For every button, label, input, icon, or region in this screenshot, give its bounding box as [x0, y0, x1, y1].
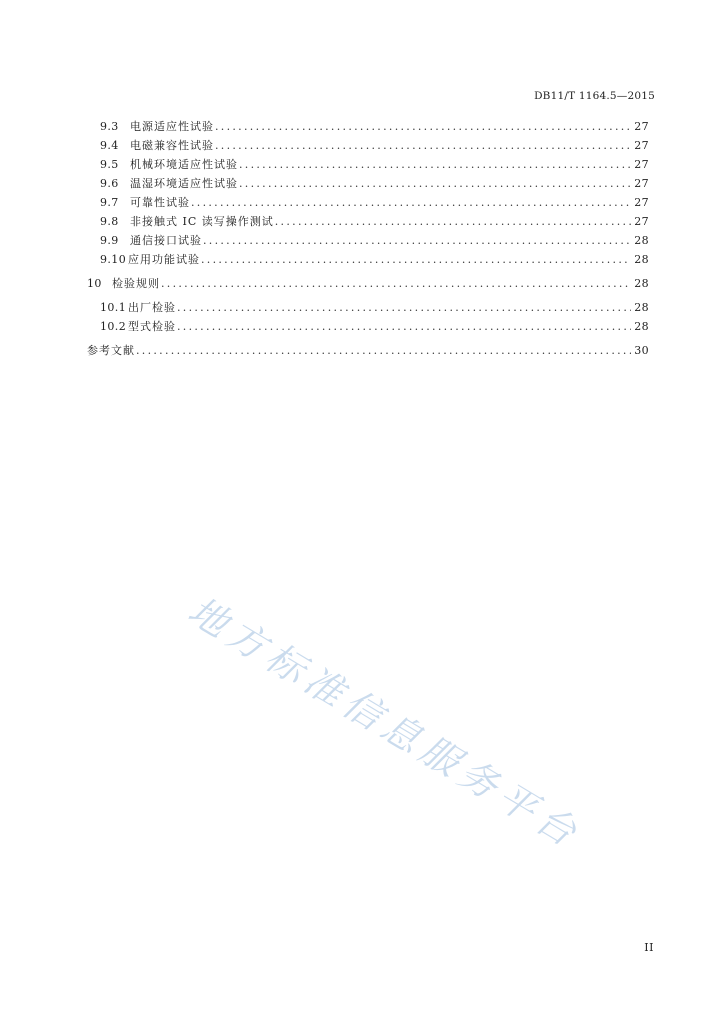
toc-entry: [87, 155, 649, 174]
toc-entry-number: 9.8: [100, 215, 119, 228]
toc-entry-number: 9.7: [100, 196, 119, 209]
toc-entry-title: 参考文献: [87, 344, 135, 357]
toc-entry-page: 28: [634, 320, 649, 333]
toc-entry-page: 27: [634, 139, 649, 152]
toc-entry-page: 27: [634, 196, 649, 209]
toc-entry-number: 9.4: [100, 139, 119, 152]
toc-entry: [87, 298, 649, 317]
toc-entry-number: 10.2: [100, 320, 127, 333]
dot-leader: [161, 274, 631, 293]
dot-leader: [191, 193, 631, 212]
toc-entry: [87, 174, 649, 193]
dot-leader: [275, 212, 631, 231]
toc-entry-page: 28: [634, 253, 649, 266]
toc-entry-number: 9.6: [100, 177, 119, 190]
toc-entry-page: 27: [634, 158, 649, 171]
toc-entry-title: 机械环境适应性试验: [130, 158, 238, 171]
toc-entry-page: 28: [634, 277, 649, 290]
toc-entry-title: 电磁兼容性试验: [130, 139, 214, 152]
toc-entry-number: 10: [87, 277, 102, 290]
toc-entry-page: 28: [634, 234, 649, 247]
dot-leader: [177, 298, 631, 317]
toc-entry-number: 9.9: [100, 234, 119, 247]
table-of-contents: [87, 117, 649, 360]
toc-entry-title: 通信接口试验: [130, 234, 202, 247]
toc-entry: [87, 212, 649, 231]
document-code: DB11/T 1164.5—2015: [534, 90, 655, 102]
page-number: II: [644, 941, 654, 954]
toc-entry-title: 出厂检验: [128, 301, 176, 314]
dot-leader: [239, 174, 631, 193]
toc-entry: [87, 317, 649, 336]
toc-entry-title: 检验规则: [112, 277, 160, 290]
toc-entry-number: 10.1: [100, 301, 127, 314]
watermark: 地方标准信息服务平台: [180, 588, 590, 858]
toc-entry-title: 型式检验: [128, 320, 176, 333]
toc-entry-title: 温湿环境适应性试验: [130, 177, 238, 190]
dot-leader: [239, 155, 631, 174]
dot-leader: [201, 250, 631, 269]
toc-entry-page: 28: [634, 301, 649, 314]
toc-entry-title: 非接触式 IC 读写操作测试: [130, 215, 274, 228]
toc-entry-page: 27: [634, 215, 649, 228]
toc-entry-number: 9.10: [100, 253, 127, 266]
dot-leader: [177, 317, 631, 336]
toc-entry-title: 可靠性试验: [130, 196, 190, 209]
toc-chapter-entry: [87, 274, 649, 293]
toc-entry: [87, 250, 649, 269]
toc-entry-title: 应用功能试验: [128, 253, 200, 266]
dot-leader: [215, 117, 631, 136]
toc-entry-page: 27: [634, 177, 649, 190]
toc-entry-number: 9.5: [100, 158, 119, 171]
toc-entry: [87, 117, 649, 136]
dot-leader: [215, 136, 631, 155]
toc-entry-number: 9.3: [100, 120, 119, 133]
toc-entry: [87, 193, 649, 212]
toc-references-entry: [87, 341, 649, 360]
toc-entry: [87, 231, 649, 250]
dot-leader: [203, 231, 631, 250]
toc-entry-page: 27: [634, 120, 649, 133]
toc-entry-title: 电源适应性试验: [130, 120, 214, 133]
toc-entry: [87, 136, 649, 155]
toc-entry-page: 30: [634, 344, 649, 357]
dot-leader: [136, 341, 631, 360]
